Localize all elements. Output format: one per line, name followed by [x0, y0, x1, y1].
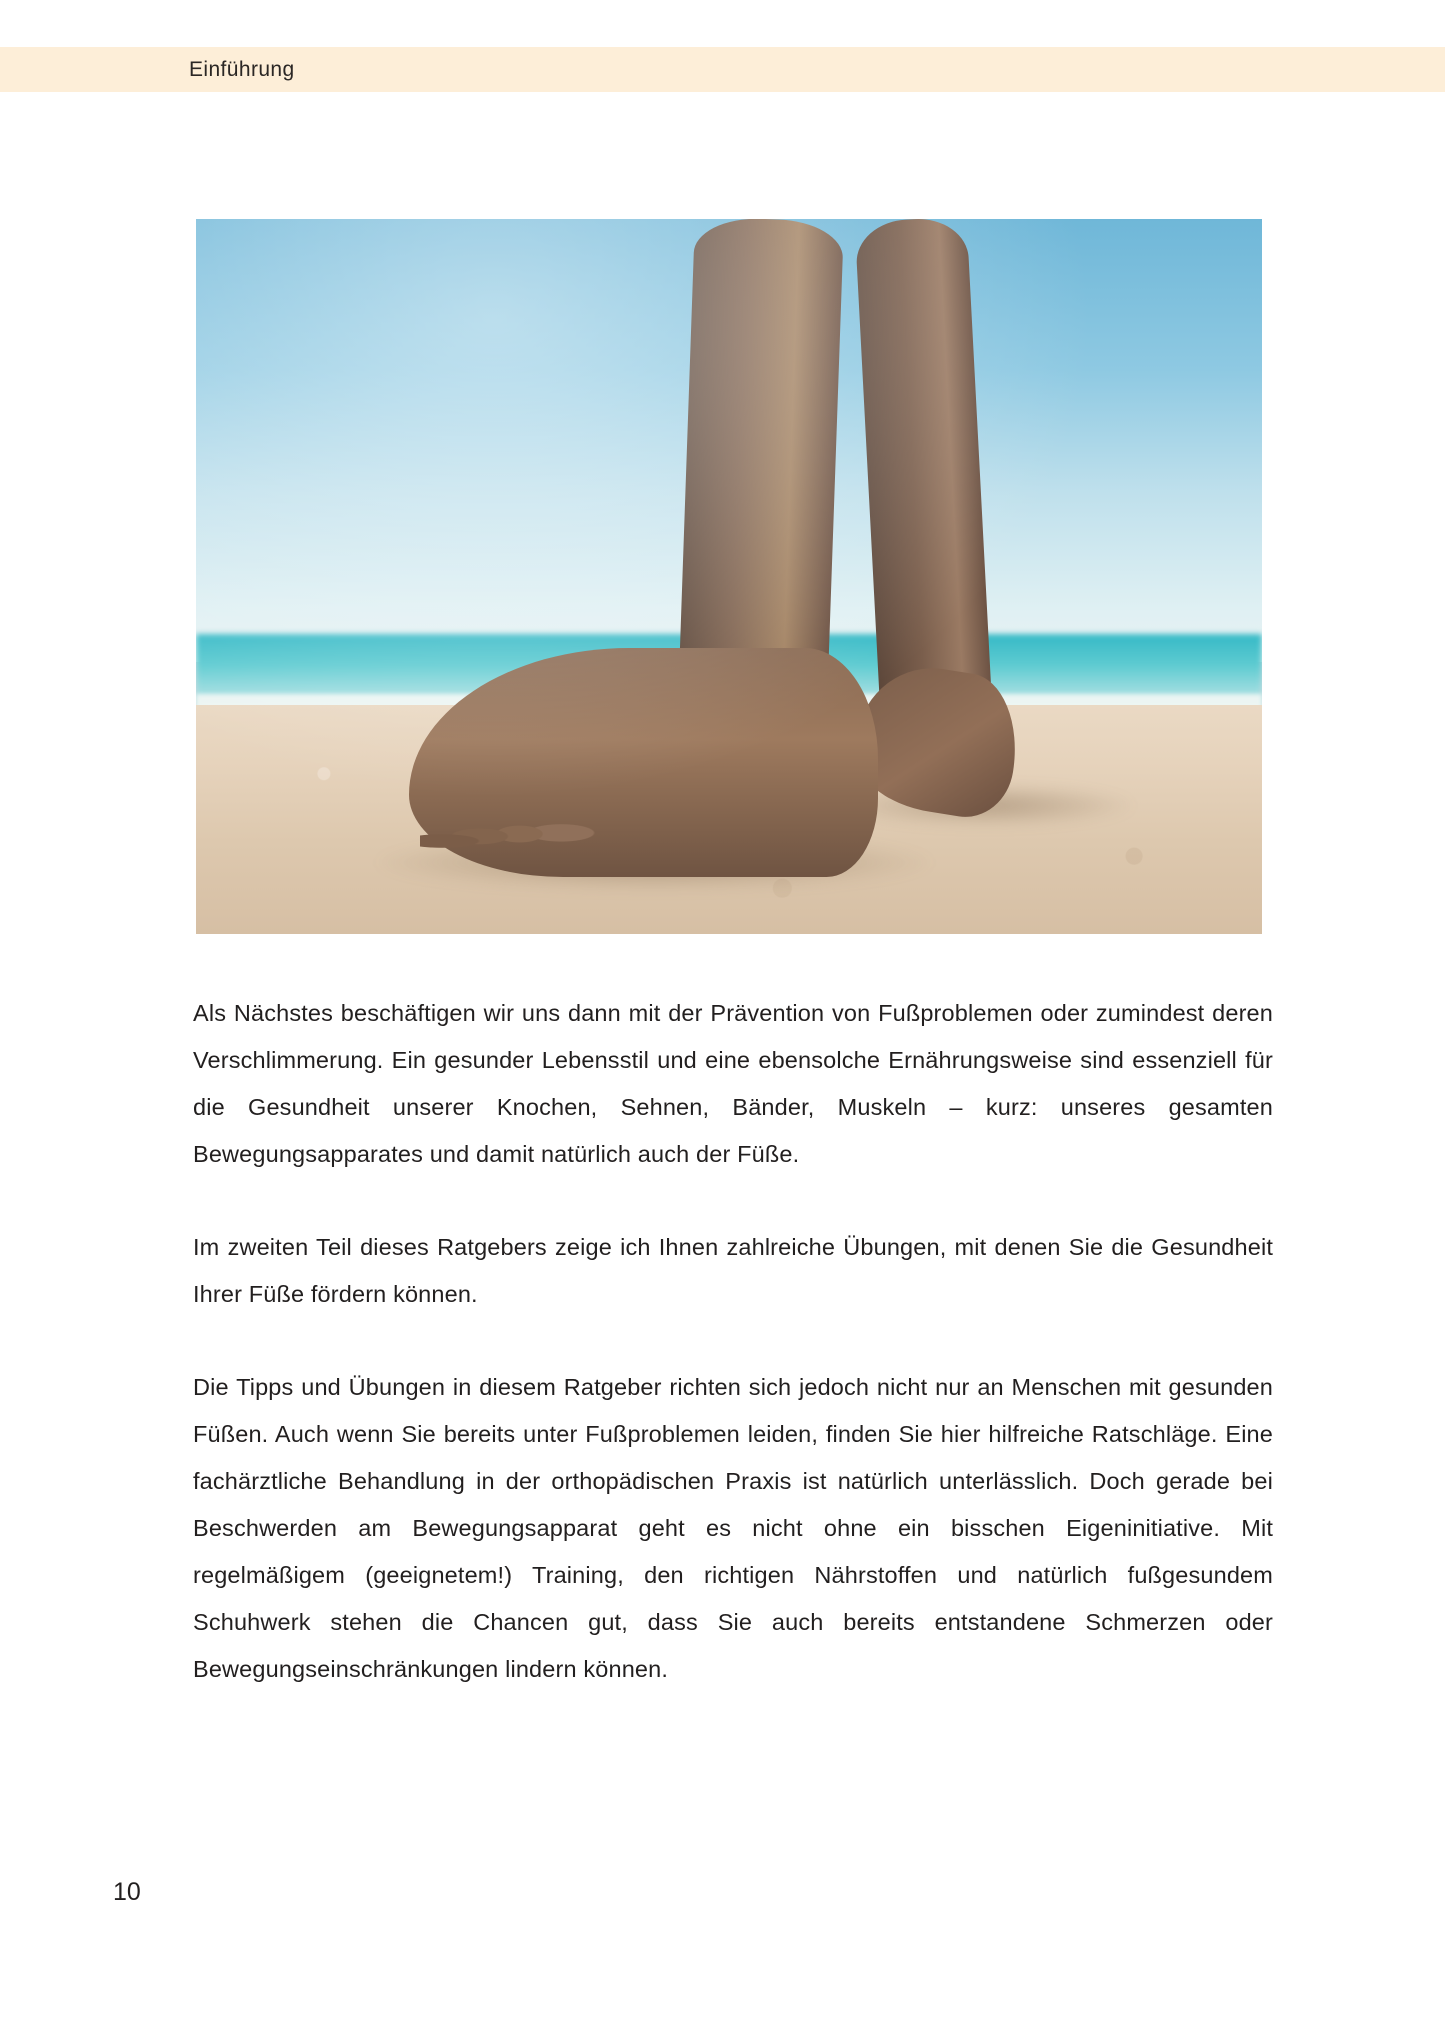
running-header-label: Einführung — [189, 58, 295, 81]
body-text-column — [193, 990, 1273, 1693]
photo-sun-haze — [196, 219, 1262, 934]
page-number: 10 — [113, 1878, 141, 1906]
figure-photo-barefoot-beach — [196, 219, 1262, 934]
paragraph-1: Als Nächstes beschäftigen wir uns dann mit der Prävention von Fußproblemen oder zumindest deren Verschlimmerung. Ein gesunder Lebensstil und eine ebensolche Ernährungsweise sind essenziell für die Gesundheit unserer Knochen, Sehnen, Bänder, Muskeln – kurz: unseres gesamten Bewegungsapparates und damit natürlich auch der Füße. — [193, 1000, 1273, 1167]
paragraph-2: Im zweiten Teil dieses Ratgebers zeige ich Ihnen zahlreiche Übungen, mit denen Sie die Gesundheit Ihrer Füße fördern können. — [193, 1234, 1273, 1307]
paragraph-3: Die Tipps und Übungen in diesem Ratgeber richten sich jedoch nicht nur an Menschen mit gesunden Füßen. Auch wenn Sie bereits unter Fußproblemen leiden, finden Sie hier hilfreiche Ratschläge. Eine fachärztliche Behandlung in der orthopädischen Praxis ist natürlich unterlässlich. Doch gerade bei Beschwerden am Bewegungsapparat geht es nicht ohne ein bisschen Eigeninitiative. Mit regelmäßigem (geeignetem!) Training, den richtigen Nährstoffen und natürlich fußgesundem Schuhwerk stehen die Chancen gut, dass Sie auch bereits entstandene Schmerzen oder Bewegungseinschränkungen lindern können. — [193, 1374, 1273, 1682]
